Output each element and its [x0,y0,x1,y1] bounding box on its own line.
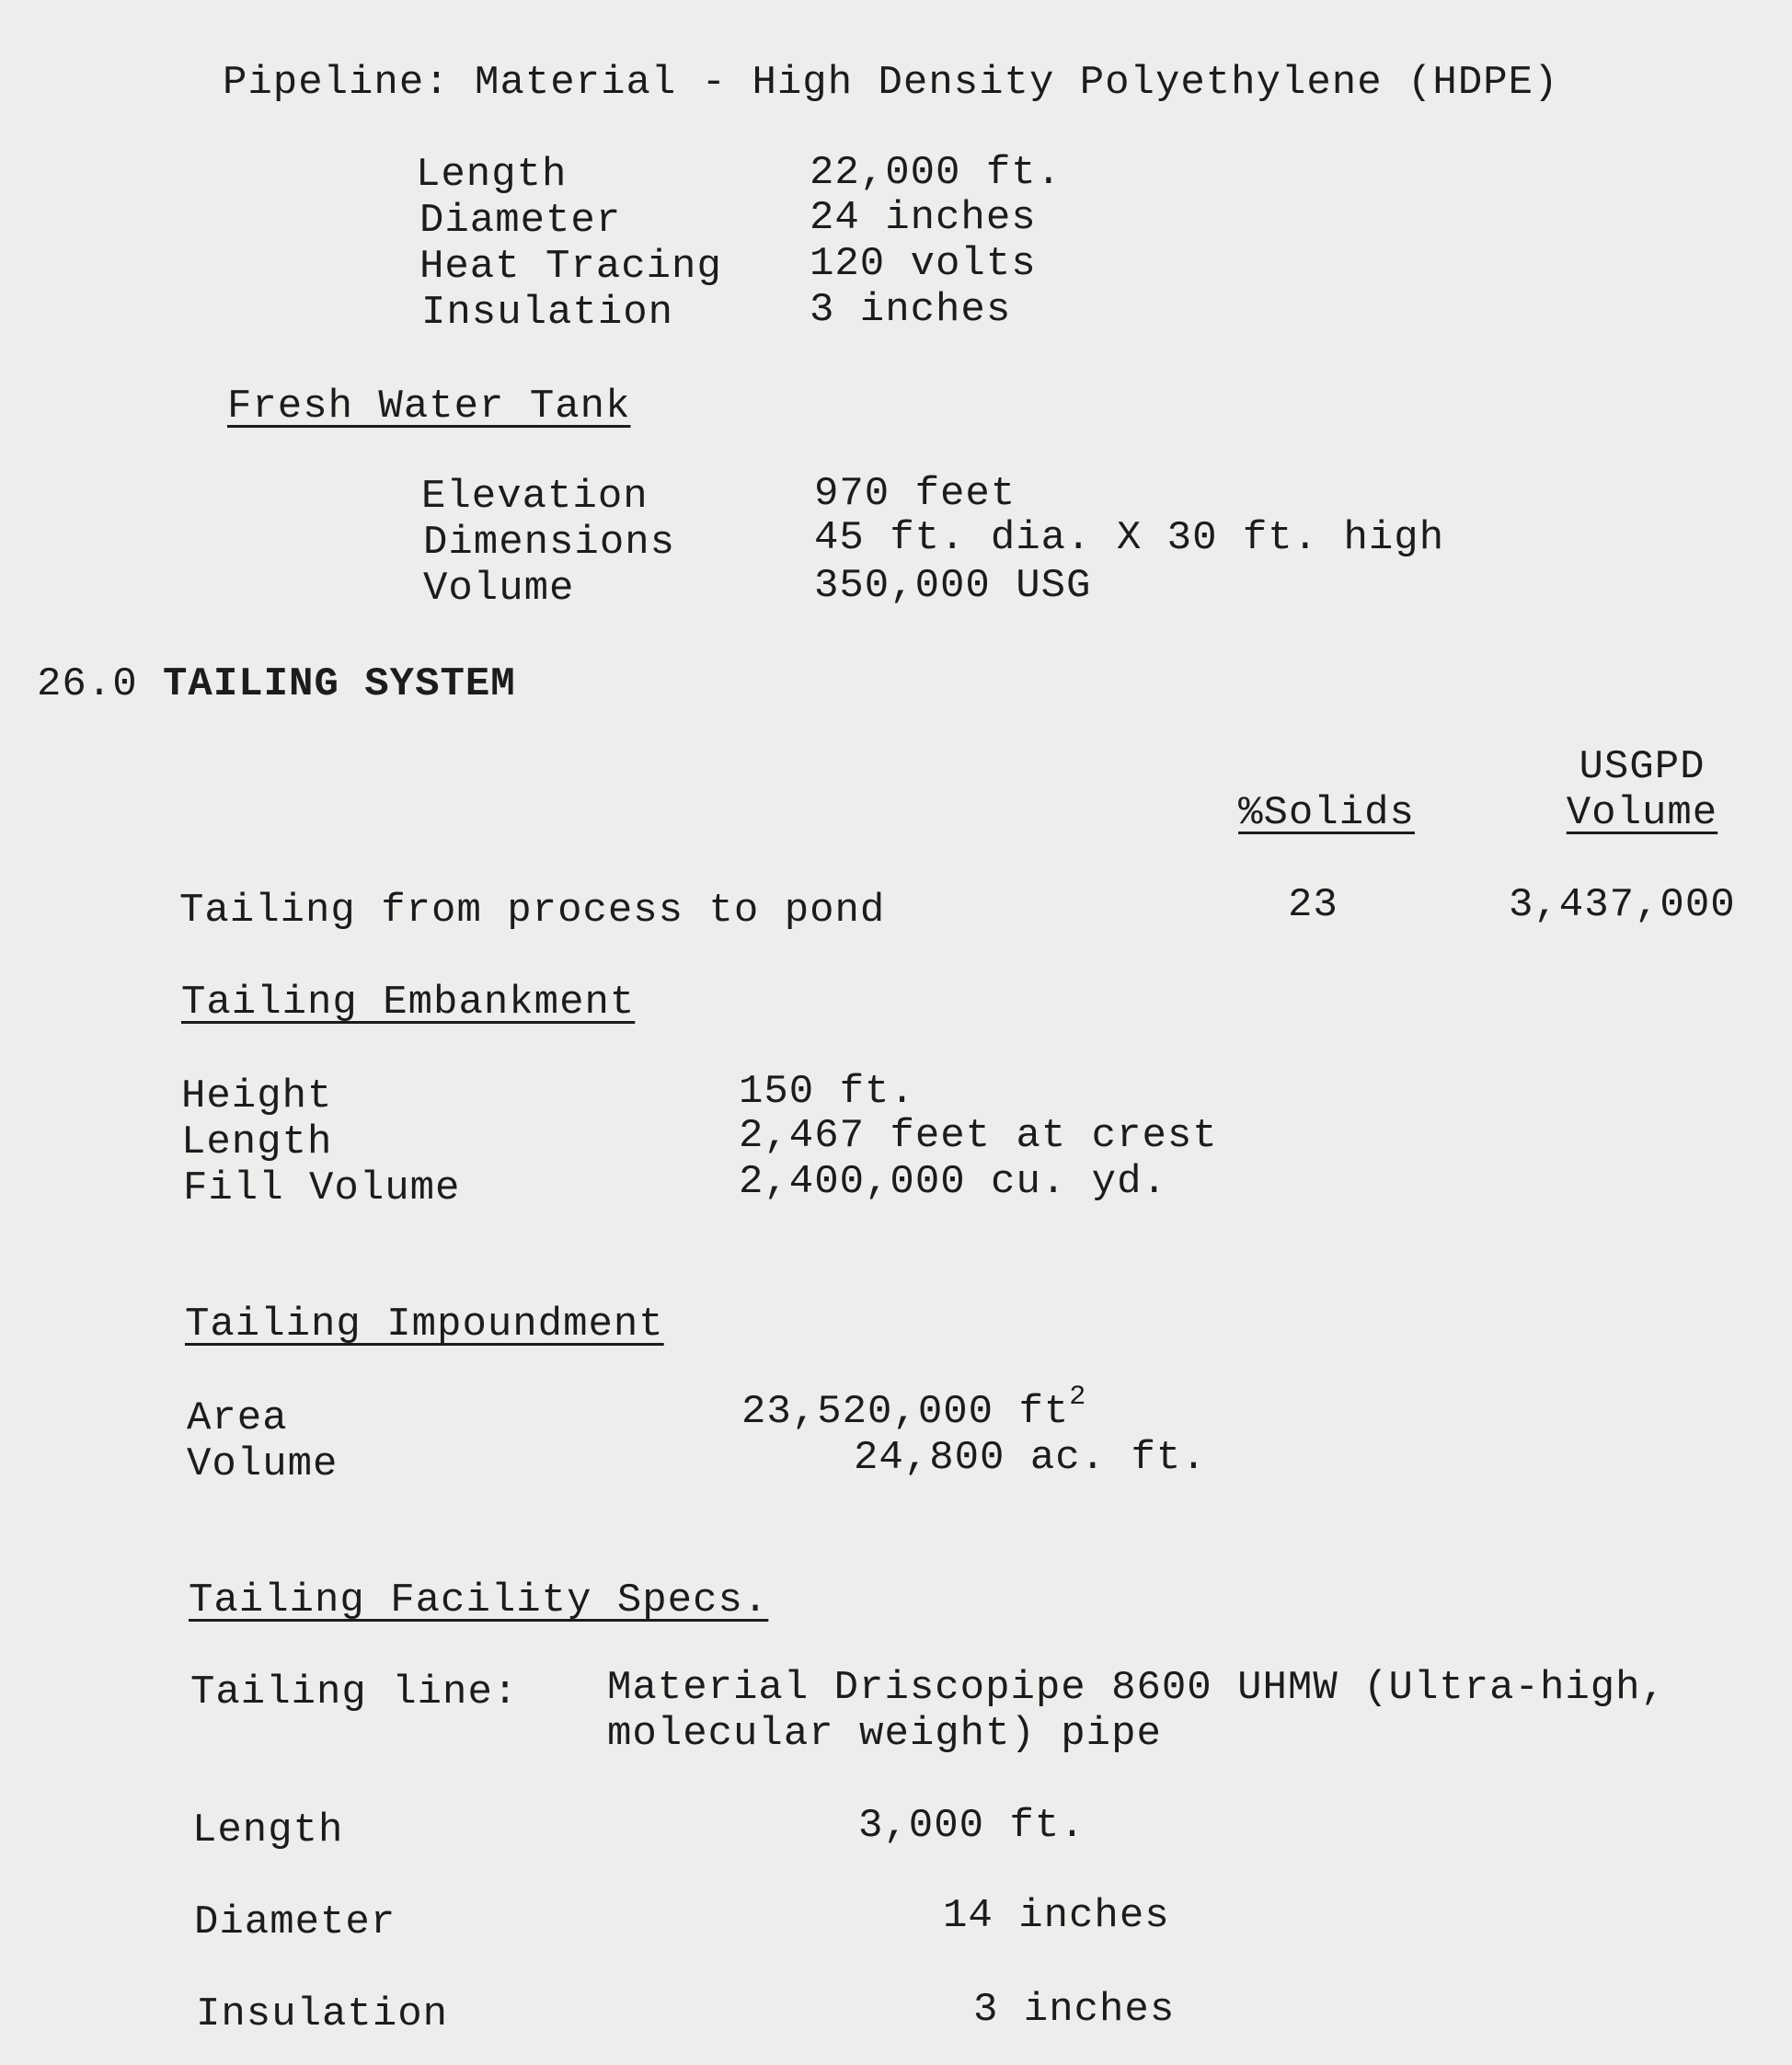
fresh-water-tank-heading: Fresh Water Tank [227,384,631,430]
spec-value: 120 volts [810,241,1037,287]
spec-label: Volume [187,1441,339,1487]
spec-value: 24 inches [810,195,1037,241]
spec-value: 14 inches [943,1893,1170,1939]
pipeline-material: Material - High Density Polyethylene (HDPE) [475,60,1559,106]
tailing-line-label: Tailing line: [190,1669,519,1715]
spec-label: Length [192,1807,344,1853]
spec-value: 350,000 USG [814,563,1092,609]
spec-value: 22,000 ft. [810,150,1063,196]
spec-label: Dimensions [423,520,676,566]
spec-label: Diameter [194,1899,396,1945]
area-unit-superscript: 2 [1069,1382,1087,1413]
spec-label: Diameter [419,198,622,244]
tailing-line-description-1: Material Driscopipe 8600 UHMW (Ultra-high, [607,1665,1666,1711]
spec-label: Heat Tracing [419,244,722,290]
table-row-label: Tailing from process to pond [179,888,886,934]
spec-label: Volume [423,566,575,612]
spec-value: 150 ft. [739,1069,915,1115]
spec-value: 2,467 feet at crest [739,1113,1218,1159]
spec-value: 3,000 ft. [858,1803,1086,1849]
section-number: 26.0 [37,661,138,707]
spec-value [741,1382,1087,1435]
spec-label: Length [181,1119,333,1165]
spec-label: Elevation [421,474,649,520]
spec-label: Length [416,152,568,198]
tailing-facility-heading: Tailing Facility Specs. [189,1577,769,1623]
column-header-solids: %Solids [1238,790,1415,836]
spec-value: 45 ft. dia. X 30 ft. high [814,515,1445,561]
spec-label: Height [181,1073,333,1119]
tailing-embankment-heading: Tailing Embankment [181,980,636,1026]
table-row-solids: 23 [1288,882,1338,928]
spec-label: Insulation [196,1991,449,2037]
spec-label: Insulation [421,290,674,336]
spec-value: 3 inches [810,287,1012,333]
spec-value: 2,400,000 cu. yd. [739,1159,1167,1205]
pipeline-label: Pipeline: [223,60,450,106]
tailing-impoundment-heading: Tailing Impoundment [185,1302,664,1348]
spec-value: 3 inches [973,1987,1176,2033]
spec-label: Fill Volume [183,1165,461,1211]
table-row-volume: 3,437,000 [1509,882,1736,928]
spec-label: Area [187,1395,288,1441]
column-header-usgpd: USGPD [1579,744,1706,790]
tailing-line-description-2: molecular weight) pipe [607,1711,1162,1757]
section-heading [37,661,516,707]
spec-value: 970 feet [814,471,1017,517]
section-title: TAILING SYSTEM [163,661,516,707]
pipeline-heading [223,60,1559,106]
column-header-volume: Volume [1566,790,1718,836]
area-value-text: 23,520,000 ft [741,1389,1070,1435]
spec-value: 24,800 ac. ft. [854,1435,1207,1481]
